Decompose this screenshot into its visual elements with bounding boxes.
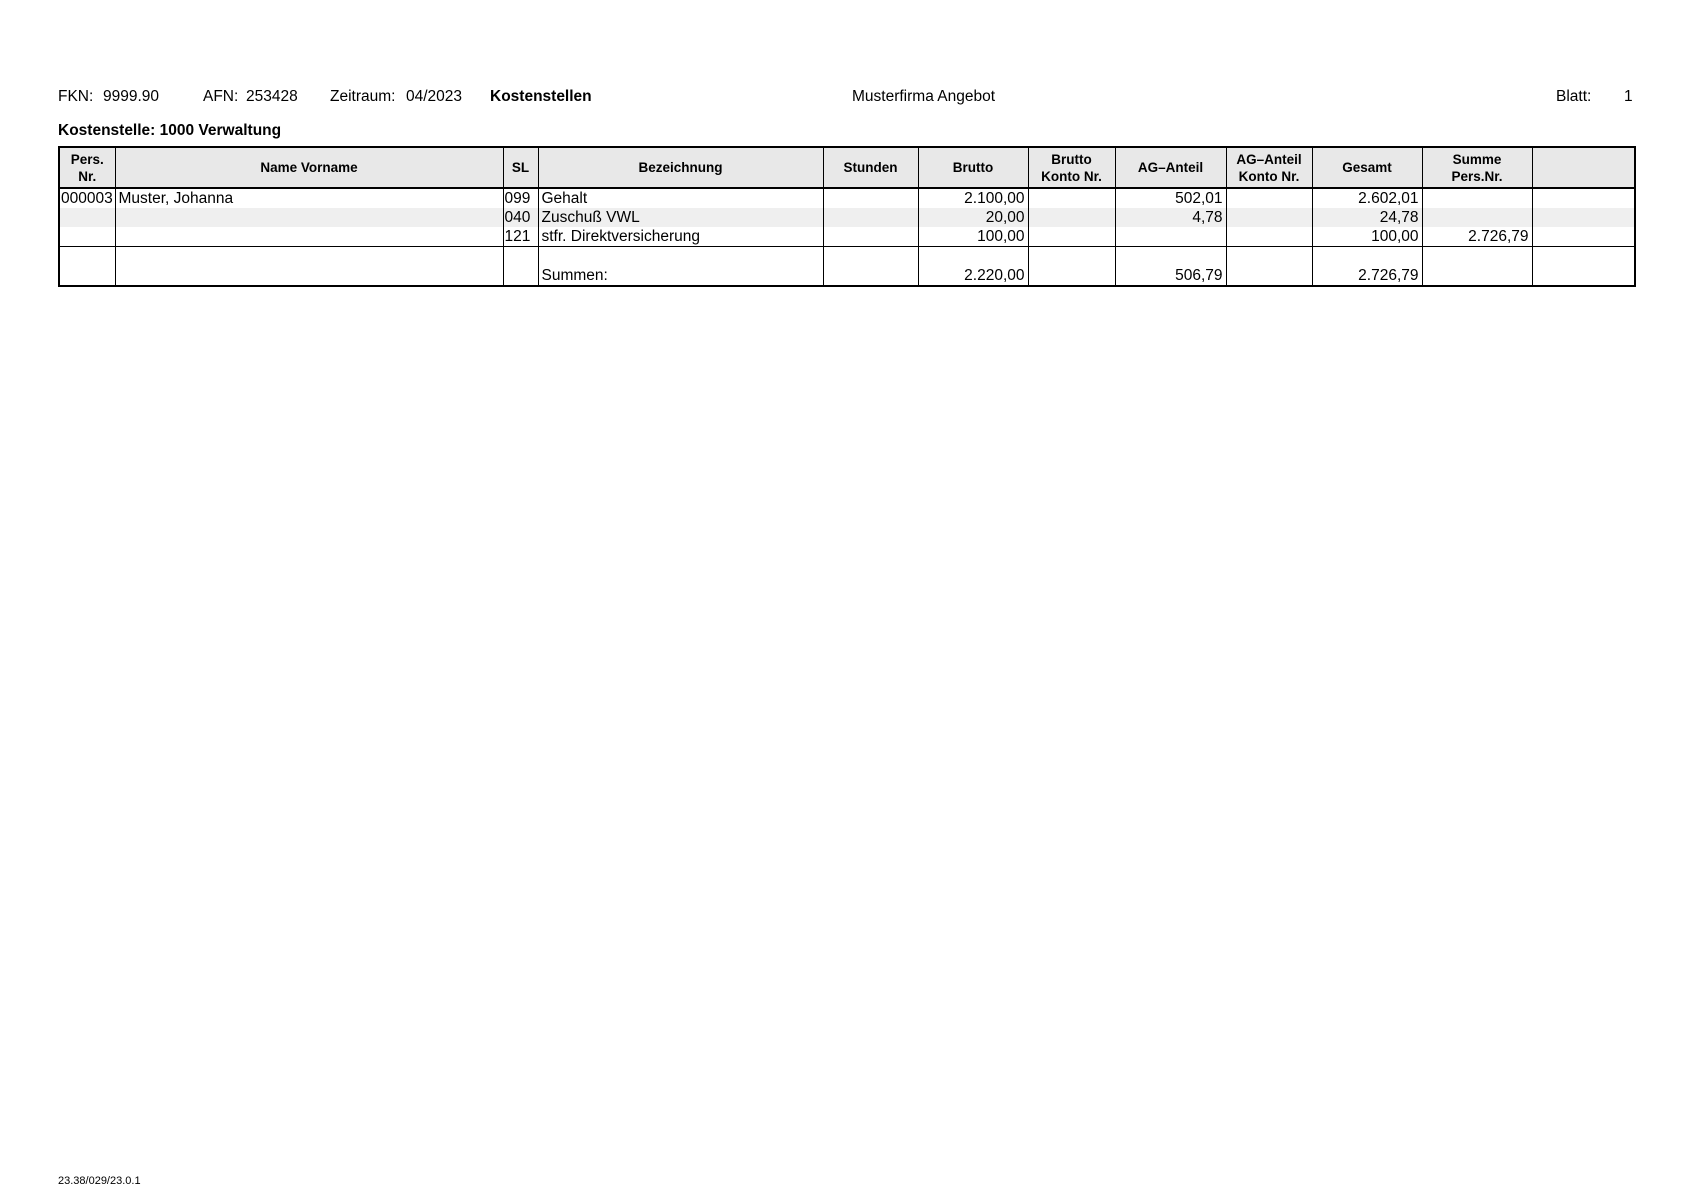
cell-ag-anteil-konto: [1226, 208, 1312, 227]
cell-extra: [1532, 188, 1635, 208]
cell-sl: 099: [503, 188, 538, 208]
fkn-label: FKN:: [58, 88, 94, 105]
cell-pers-nr: [59, 208, 115, 227]
afn-value: 253428: [246, 88, 298, 105]
col-header-extra: [1532, 147, 1635, 188]
cell-brutto: 100,00: [918, 227, 1028, 247]
cell-stunden: [823, 188, 918, 208]
cell-empty: [503, 247, 538, 287]
cell-extra: [1532, 227, 1635, 247]
table-row: [59, 188, 1635, 208]
table-header-row: [59, 147, 1635, 188]
cell-name: [115, 227, 503, 247]
blatt-label: Blatt:: [1556, 88, 1592, 105]
cell-sl: 040: [503, 208, 538, 227]
fkn-value: 9999.90: [103, 88, 160, 105]
cell-ag-anteil-konto: [1226, 188, 1312, 208]
cell-bezeichnung: Zuschuß VWL: [538, 208, 823, 227]
cell-bezeichnung: stfr. Direktversicherung: [538, 227, 823, 247]
cell-gesamt: 100,00: [1312, 227, 1422, 247]
cell-bezeichnung: Gehalt: [538, 188, 823, 208]
cell-empty: [823, 247, 918, 287]
cell-name: [115, 208, 503, 227]
col-header-pers-nr: Pers. Nr.: [59, 147, 115, 188]
cost-center-title: Kostenstelle: 1000 Verwaltung: [58, 122, 282, 139]
cell-ag-anteil: 502,01: [1115, 188, 1226, 208]
cell-brutto: 20,00: [918, 208, 1028, 227]
cell-summe-pers: 2.726,79: [1422, 227, 1532, 247]
table-row: [59, 227, 1635, 247]
cell-empty: [59, 247, 115, 287]
cell-gesamt: 24,78: [1312, 208, 1422, 227]
table-row: [59, 208, 1635, 227]
cell-empty: [1226, 247, 1312, 287]
zeitraum-value: 04/2023: [406, 88, 463, 105]
col-header-brutto-konto: Brutto Konto Nr.: [1028, 147, 1115, 188]
col-header-bezeichnung: Bezeichnung: [538, 147, 823, 188]
company-name: Musterfirma Angebot: [852, 88, 996, 105]
cell-summe-pers: [1422, 188, 1532, 208]
zeitraum-label: Zeitraum:: [330, 88, 396, 105]
cell-brutto-konto: [1028, 188, 1115, 208]
cell-stunden: [823, 208, 918, 227]
cell-sl: 121: [503, 227, 538, 247]
col-header-sl: SL: [503, 147, 538, 188]
cell-brutto-konto: [1028, 208, 1115, 227]
cost-center-table: [58, 146, 1636, 287]
col-header-brutto: Brutto: [918, 147, 1028, 188]
col-header-name: Name Vorname: [115, 147, 503, 188]
cell-pers-nr: 000003: [59, 188, 115, 208]
col-header-gesamt: Gesamt: [1312, 147, 1422, 188]
cell-ag-anteil: [1115, 227, 1226, 247]
totals-label: Summen:: [538, 247, 823, 287]
cell-brutto: 2.100,00: [918, 188, 1028, 208]
cell-name: Muster, Johanna: [115, 188, 503, 208]
cell-stunden: [823, 227, 918, 247]
col-header-ag-anteil: AG–Anteil: [1115, 147, 1226, 188]
cell-pers-nr: [59, 227, 115, 247]
blatt-value: 1: [1624, 88, 1633, 105]
report-title: Kostenstellen: [490, 88, 592, 105]
cell-summe-pers: [1422, 208, 1532, 227]
col-header-stunden: Stunden: [823, 147, 918, 188]
col-header-ag-anteil-konto: AG–Anteil Konto Nr.: [1226, 147, 1312, 188]
afn-label: AFN:: [203, 88, 239, 105]
footer-version-code: 23.38/029/23.0.1: [58, 1175, 141, 1187]
cell-empty: [1028, 247, 1115, 287]
total-gesamt: 2.726,79: [1312, 247, 1422, 287]
cell-empty: [1422, 247, 1532, 287]
cell-empty: [115, 247, 503, 287]
cell-empty: [1532, 247, 1635, 287]
col-header-summe-pers: Summe Pers.Nr.: [1422, 147, 1532, 188]
cell-ag-anteil: 4,78: [1115, 208, 1226, 227]
cell-ag-anteil-konto: [1226, 227, 1312, 247]
total-ag-anteil: 506,79: [1115, 247, 1226, 287]
cell-extra: [1532, 208, 1635, 227]
cell-gesamt: 2.602,01: [1312, 188, 1422, 208]
total-brutto: 2.220,00: [918, 247, 1028, 287]
totals-row: [59, 247, 1635, 287]
cell-brutto-konto: [1028, 227, 1115, 247]
